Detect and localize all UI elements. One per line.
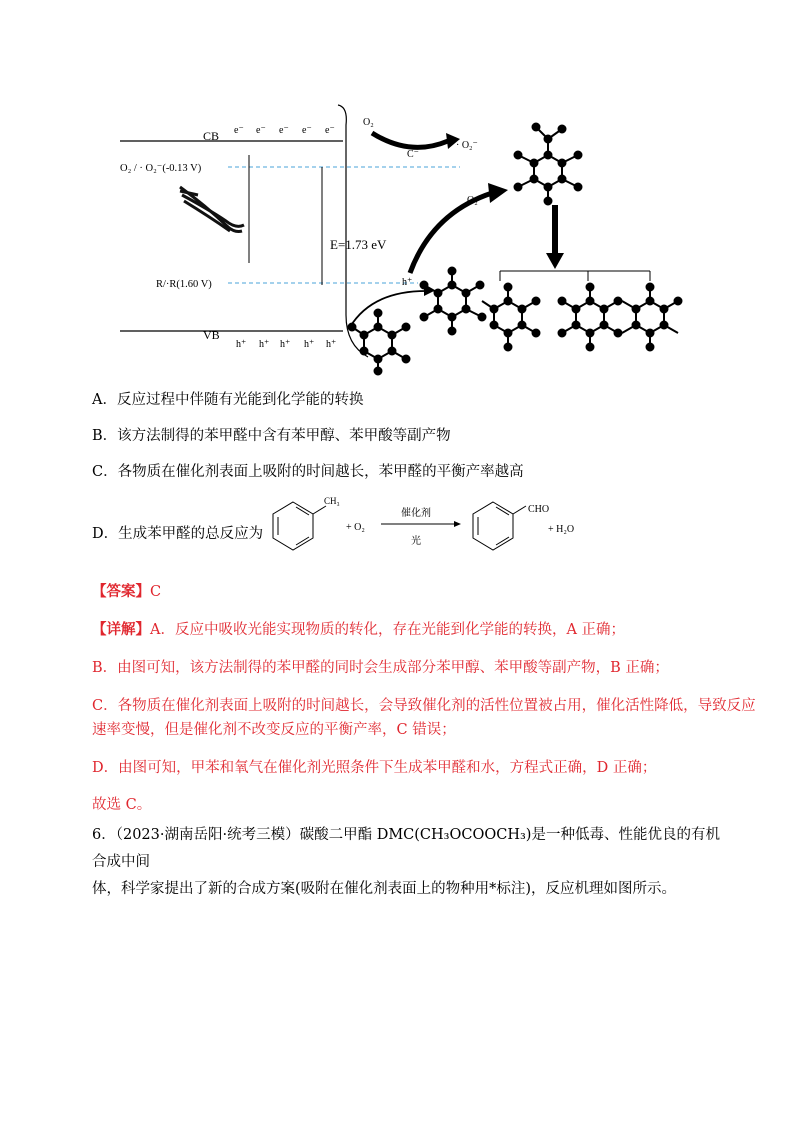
vb-label: VB bbox=[203, 328, 220, 342]
adsorbed-toluene-molecule-icon bbox=[349, 310, 410, 375]
benzoic-acid-molecule-icon bbox=[559, 284, 622, 351]
explanation-a bbox=[92, 618, 625, 639]
explanation-d: D．由图可知，甲苯和氧气在催化剂光照条件下生成苯甲醛和水，方程式正确，D 正确； bbox=[92, 760, 657, 776]
answer bbox=[92, 580, 161, 601]
light-bundle-icon bbox=[180, 187, 244, 232]
conclusion: 故选 C。 bbox=[92, 797, 152, 813]
question-6 bbox=[92, 822, 722, 903]
plus-o2: + O₂ bbox=[346, 522, 365, 533]
mechanism-figure bbox=[110, 95, 690, 380]
cb-label: CB bbox=[203, 129, 220, 143]
aldehyde-molecule-icon bbox=[515, 124, 582, 205]
cho-label: CHO bbox=[528, 504, 550, 515]
electron: e⁻ bbox=[302, 125, 312, 136]
hole: h⁺ bbox=[259, 339, 270, 350]
hole: h⁺ bbox=[280, 339, 291, 350]
hole-transfer-arrow bbox=[350, 291, 426, 327]
catalyst-label: 催化剂 bbox=[401, 508, 431, 519]
toluene-molecule-icon bbox=[421, 268, 486, 335]
band-gap-label: E=1.73 eV bbox=[330, 237, 387, 252]
superoxide-label: · O₂⁻ bbox=[456, 140, 478, 151]
ch3-label: CH₃ bbox=[324, 496, 340, 506]
o2-top-label: O₂ bbox=[363, 117, 374, 128]
question-6-line2: 体，科学家提出了新的合成方案(吸附在催化剂表面上的物种用*标注)，反应机理如图所示。 bbox=[92, 881, 677, 897]
electron: e⁻ bbox=[279, 125, 289, 136]
hole: h⁺ bbox=[326, 339, 337, 350]
o2-mid-label: O₂ bbox=[467, 195, 478, 206]
light-label: 光 bbox=[411, 536, 421, 547]
answer-value: C bbox=[150, 584, 162, 600]
answer-tag: 【答案】 bbox=[92, 583, 150, 600]
electron-row bbox=[234, 125, 335, 136]
electron: e⁻ bbox=[256, 125, 266, 136]
superoxide-arrow bbox=[372, 133, 448, 147]
toluene-ring-icon bbox=[273, 502, 313, 550]
benzaldehyde-ring-icon bbox=[473, 502, 513, 550]
r-potential-label: R/·R(1.60 V) bbox=[156, 279, 212, 290]
question-6-line1: 6．（2023·湖南岳阳·统考三模）碳酸二甲酯 DMC(CH₃OCOOCH₃)是一种低毒、性能优良的有机合成中间 bbox=[92, 827, 720, 870]
explanation-c-line2: 速率变慢，但是催化剂不改变反应的平衡产率，C 错误； bbox=[92, 722, 456, 738]
c-label: C⁻ bbox=[407, 149, 419, 160]
plus-h2o: + H₂O bbox=[548, 524, 575, 535]
option-d: D．生成苯甲醛的总反应为 bbox=[92, 526, 264, 542]
semiconductor-edge bbox=[338, 105, 368, 357]
hole: h⁺ bbox=[236, 339, 247, 350]
electron: e⁻ bbox=[325, 125, 335, 136]
hole-row bbox=[236, 339, 336, 350]
benzyl-alcohol-molecule-icon bbox=[482, 284, 540, 351]
product-molecule-icon bbox=[622, 284, 682, 351]
oxidation-arrow bbox=[410, 193, 492, 273]
o2-potential-label: O₂ / · O₂⁻(-0.13 V) bbox=[120, 163, 202, 174]
explanation-c-line1: C．各物质在催化剂表面上吸附的时间越长，会导致催化剂的活性位置被占用，催化活性降低，导致反应 bbox=[92, 698, 756, 714]
option-c: C．各物质在催化剂表面上吸附的时间越长，苯甲醛的平衡产率越高 bbox=[92, 464, 524, 480]
hole: h⁺ bbox=[304, 339, 315, 350]
reaction-equation bbox=[258, 488, 598, 560]
explanation-b: B．由图可知，该方法制得的苯甲醛的同时会生成部分苯甲醇、苯甲酸等副产物，B 正确； bbox=[92, 660, 669, 676]
h-plus-label: h⁺ bbox=[402, 277, 413, 288]
explanation-a-text: A．反应中吸收光能实现物质的转化，存在光能到化学能的转换，A 正确； bbox=[150, 622, 626, 638]
option-b: B．该方法制得的苯甲醛中含有苯甲醇、苯甲酸等副产物 bbox=[92, 428, 451, 444]
option-a: A．反应过程中伴随有光能到化学能的转换 bbox=[92, 392, 364, 408]
electron: e⁻ bbox=[234, 125, 244, 136]
explanation-tag: 【详解】 bbox=[92, 621, 150, 638]
